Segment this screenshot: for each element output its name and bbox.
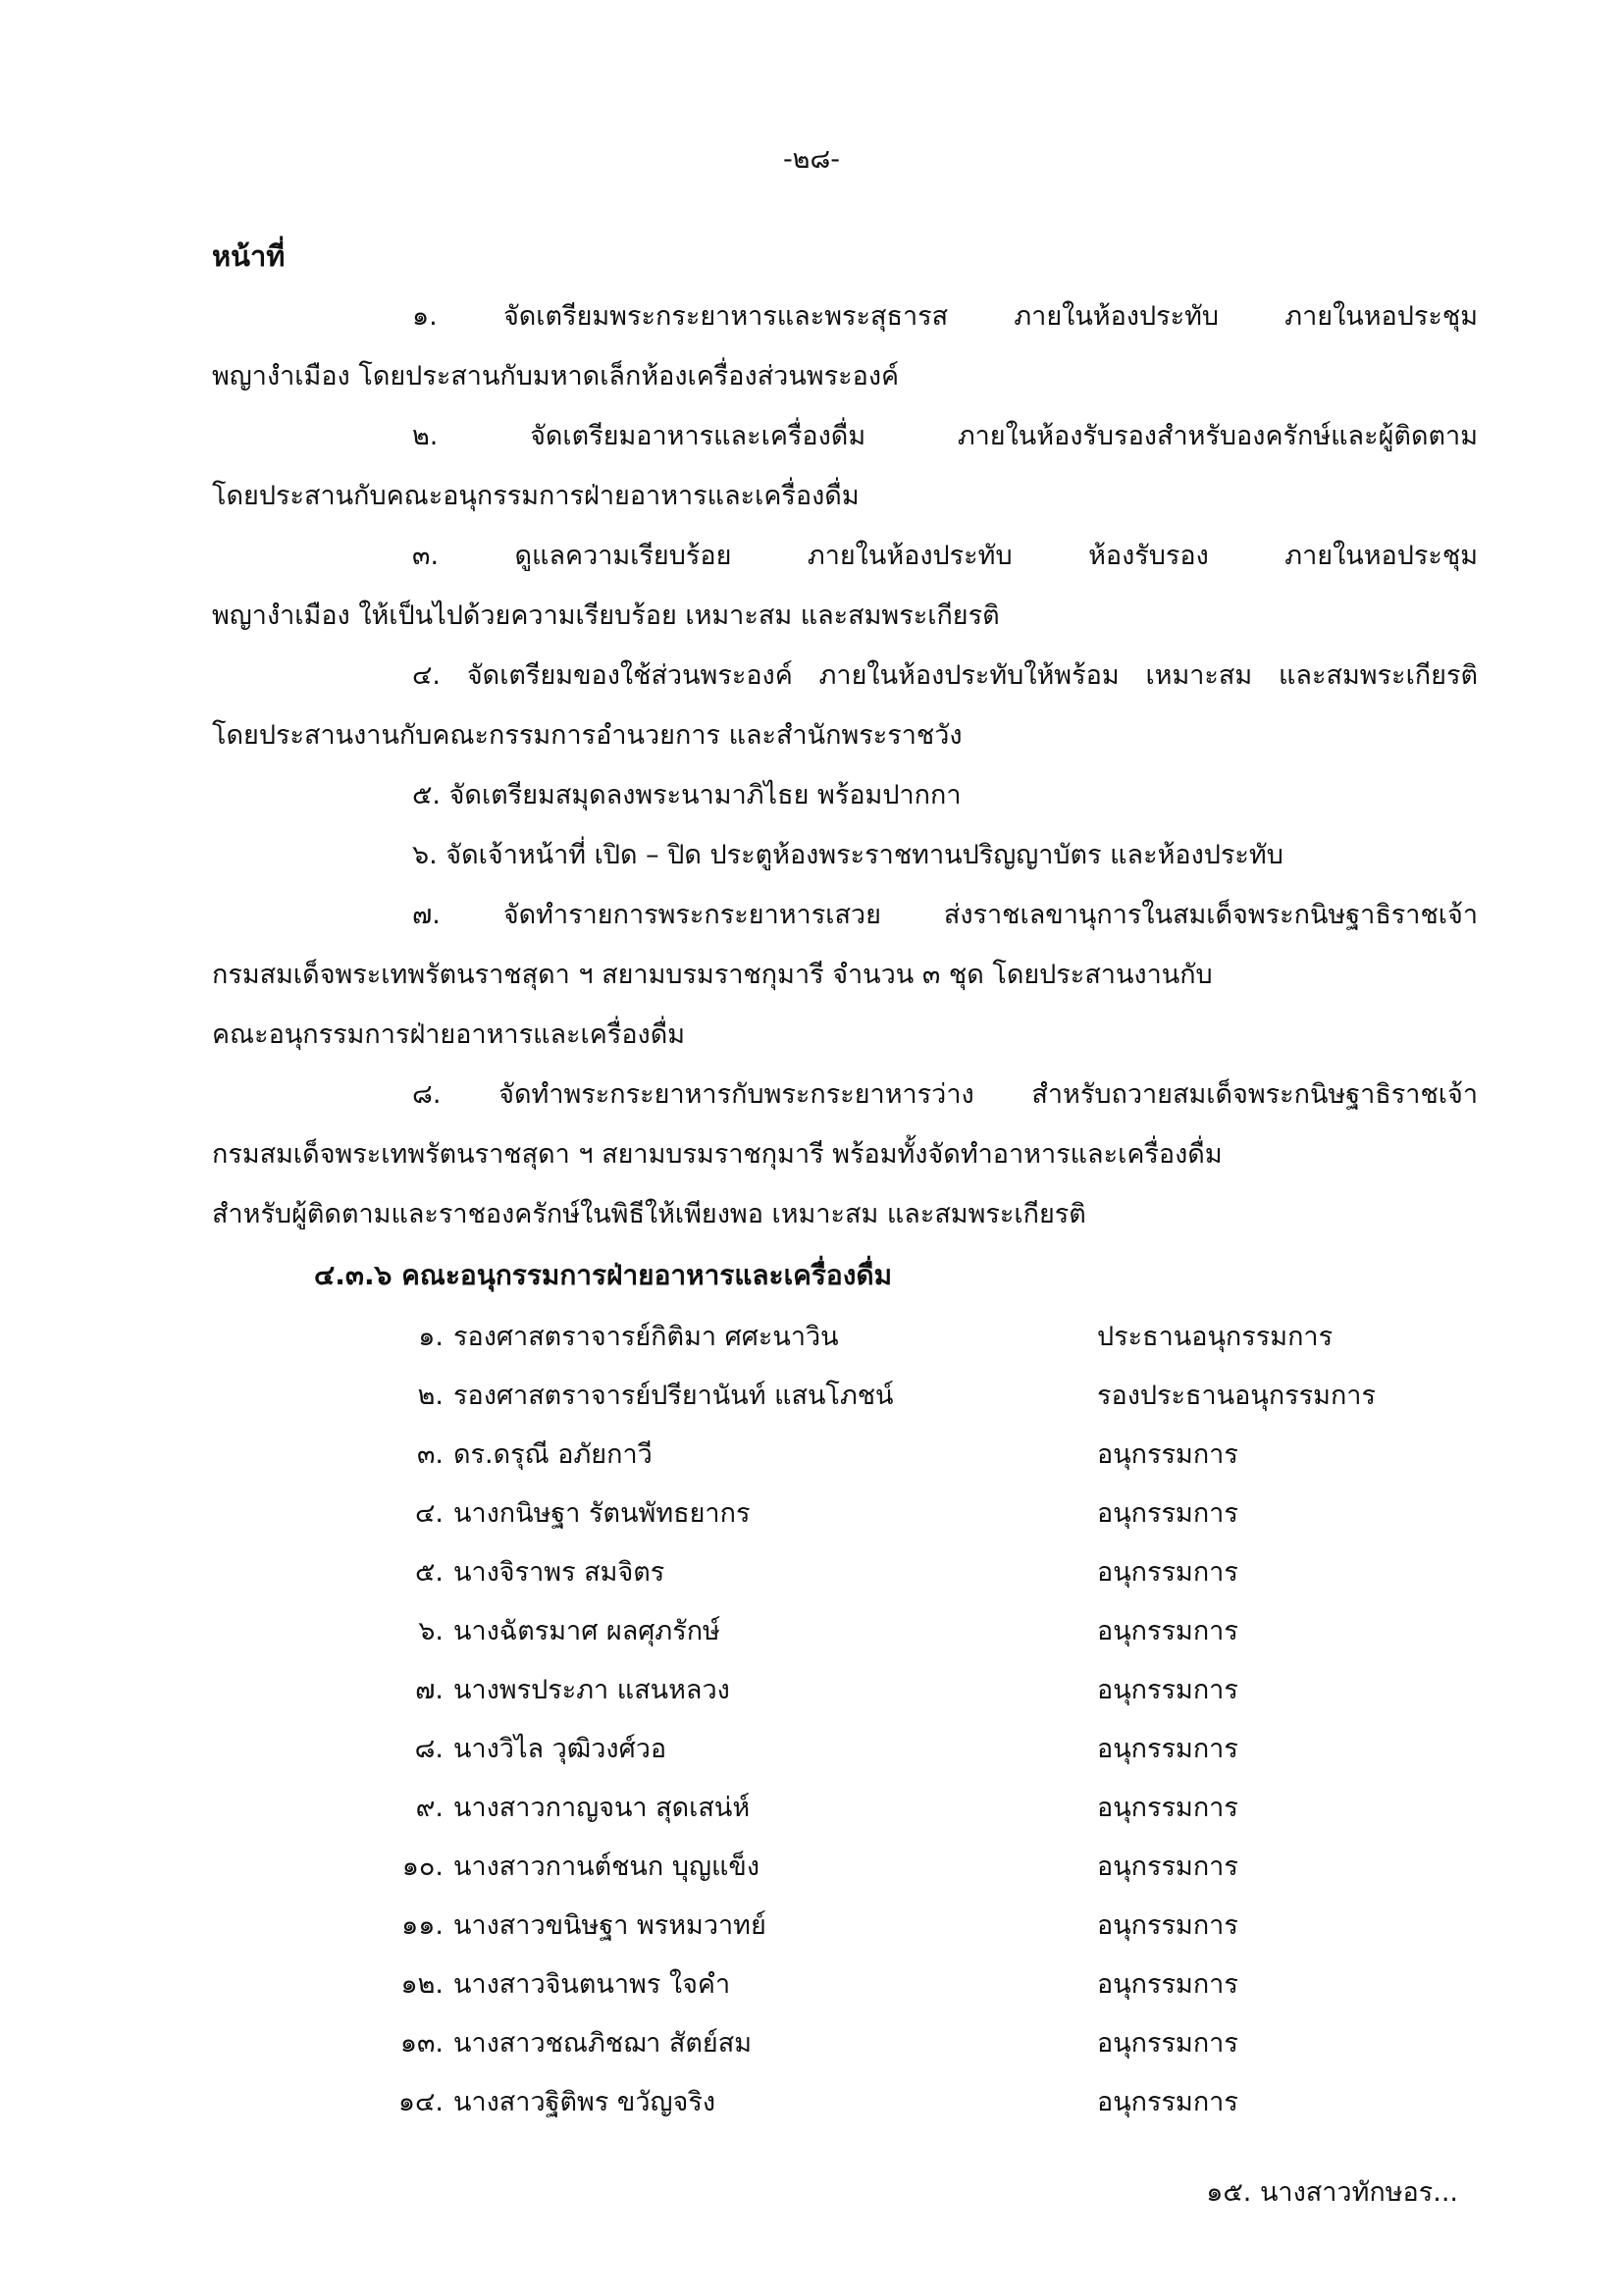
duties-heading: หน้าที่ — [212, 239, 286, 273]
member-row — [0, 2080, 1623, 2139]
member-role: อนุกรรมการ — [1097, 2028, 1238, 2059]
member-role: รองประธานอนุกรรมการ — [1097, 1381, 1376, 1411]
member-role: อนุกรรมการ — [1097, 1734, 1238, 1764]
duty-line-first: ๗. จัดทำรายการพระกระยาหารเสวย ส่งราชเลขานุการในสมเด็จพระกนิษฐาธิราชเจ้า — [412, 900, 1478, 930]
duty-line-first: ๔. จัดเตรียมของใช้ส่วนพระองค์ ภายในห้องประทับให้พร้อม เหมาะสม และสมพระเกียรติ — [412, 660, 1478, 691]
continued-marker: ๑๕. นางสาวทักษอร... — [1206, 2177, 1458, 2208]
member-number: ๙. — [415, 1793, 444, 1823]
member-role: อนุกรรมการ — [1097, 1616, 1238, 1646]
duty-item — [212, 646, 1478, 765]
member-name: นางฉัตรมาศ ผลศุภรักษ์ — [453, 1616, 720, 1646]
duty-line-continued: พญางำเมือง โดยประสานกับมหาดเล็กห้องเครื่องส่วนพระองค์ — [212, 361, 900, 391]
member-name: นางกนิษฐา รัตนพัทธยากร — [453, 1498, 751, 1529]
member-role: อนุกรรมการ — [1097, 1793, 1238, 1823]
member-row — [0, 1433, 1623, 1491]
duty-item — [212, 526, 1478, 646]
member-role: อนุกรรมการ — [1097, 1675, 1238, 1705]
member-number: ๑๒. — [400, 1969, 444, 2000]
member-number: ๖. — [418, 1616, 444, 1646]
member-name: นางจิราพร สมจิตร — [453, 1557, 665, 1588]
member-number: ๘. — [414, 1734, 444, 1764]
member-role: ประธานอนุกรรมการ — [1097, 1322, 1334, 1352]
member-role: อนุกรรมการ — [1097, 1439, 1238, 1470]
member-name: ดร.ดรุณี อภัยกาวี — [453, 1439, 653, 1470]
duty-line-first: ๖. จัดเจ้าหน้าที่ เปิด – ปิด ประตูห้องพระราชทานปริญญาบัตร และห้องประทับ — [412, 840, 1283, 870]
member-name: รองศาสตราจารย์ปรียานันท์ แสนโภชน์ — [453, 1381, 894, 1411]
member-row — [0, 2021, 1623, 2080]
member-name: รองศาสตราจารย์กิติมา ศศะนาวิน — [453, 1322, 839, 1352]
duty-line-continued: กรมสมเด็จพระเทพรัตนราชสุดา ฯ สยามบรมราชกุมารี พร้อมทั้งจัดทำอาหารและเครื่องดื่ม — [212, 1139, 1223, 1170]
member-role: อนุกรรมการ — [1097, 1852, 1238, 1882]
member-role: อนุกรรมการ — [1097, 1910, 1238, 1941]
member-number: ๗. — [415, 1675, 444, 1705]
member-row — [0, 1845, 1623, 1904]
duty-line-first: ๑. จัดเตรียมพระกระยาหารและพระสุธารส ภายในห้องประทับ ภายในหอประชุม — [412, 301, 1478, 332]
member-row — [0, 1962, 1623, 2021]
member-number: ๕. — [414, 1557, 444, 1588]
member-role: อนุกรรมการ — [1097, 1969, 1238, 2000]
member-number: ๒. — [417, 1381, 444, 1411]
duty-line-first: ๘. จัดทำพระกระยาหารกับพระกระยาหารว่าง สำหรับถวายสมเด็จพระกนิษฐาธิราชเจ้า — [412, 1079, 1478, 1110]
member-name: นางพรประภา แสนหลวง — [453, 1675, 730, 1705]
member-role: อนุกรรมการ — [1097, 1557, 1238, 1588]
member-number: ๔. — [414, 1498, 444, 1529]
duty-item — [212, 885, 1478, 1065]
member-row — [0, 1315, 1623, 1374]
duty-item — [212, 406, 1478, 526]
member-list — [0, 1315, 1623, 2139]
member-row — [0, 1609, 1623, 1668]
member-name: นางสาวจินตนาพร ใจคำ — [453, 1969, 731, 2000]
duty-item — [212, 825, 1478, 885]
member-name: นางสาวกาญจนา สุดเสน่ห์ — [453, 1793, 751, 1823]
member-number: ๓. — [416, 1439, 444, 1470]
member-number: ๑. — [418, 1322, 444, 1352]
duty-line-continued: โดยประสานงานกับคณะกรรมการอำนวยการ และสำนักพระราชวัง — [212, 720, 963, 751]
member-row — [0, 1727, 1623, 1786]
subsection-heading: ๔.๓.๖ คณะอนุกรรมการฝ่ายอาหารและเครื่องดื่ม — [314, 1259, 893, 1291]
page-number: -๒๘- — [782, 144, 841, 175]
member-name: นางสาวขนิษฐา พรหมวาทย์ — [453, 1910, 766, 1941]
duty-line-first: ๓. ดูแลความเรียบร้อย ภายในห้องประทับ ห้องรับรอง ภายในหอประชุม — [412, 541, 1478, 571]
duty-line-continued: โดยประสานกับคณะอนุกรรมการฝ่ายอาหารและเครื่องดื่ม — [212, 481, 860, 511]
member-row — [0, 1491, 1623, 1550]
duty-item — [212, 287, 1478, 406]
member-name: นางวิไล วุฒิวงศ์วอ — [453, 1734, 667, 1764]
duty-line-first: ๕. จัดเตรียมสมุดลงพระนามาภิไธย พร้อมปากกา — [412, 780, 962, 810]
member-number: ๑๑. — [401, 1910, 444, 1941]
member-number: ๑๓. — [399, 2028, 444, 2059]
member-number: ๑๔. — [397, 2087, 444, 2117]
member-number: ๑๐. — [401, 1852, 444, 1882]
member-role: อนุกรรมการ — [1097, 2087, 1238, 2117]
member-row — [0, 1374, 1623, 1433]
member-name: นางสาวชณภิชฌา สัตย์สม — [453, 2028, 753, 2059]
member-name: นางสาวกานต์ชนก บุญแข็ง — [453, 1852, 760, 1882]
duty-line-first: ๒. จัดเตรียมอาหารและเครื่องดื่ม ภายในห้องรับรองสำหรับองครักษ์และผู้ติดตาม — [412, 421, 1478, 451]
duty-item — [212, 765, 1478, 825]
duty-line-continued: กรมสมเด็จพระเทพรัตนราชสุดา ฯ สยามบรมราชกุมารี จำนวน ๓ ชุด โดยประสานงานกับ — [212, 960, 1213, 990]
duty-line-continued: คณะอนุกรรมการฝ่ายอาหารและเครื่องดื่ม — [212, 1019, 686, 1050]
member-row — [0, 1550, 1623, 1609]
member-name: นางสาวฐิติพร ขวัญจริง — [453, 2087, 716, 2117]
member-row — [0, 1904, 1623, 1962]
duty-item — [212, 1065, 1478, 1244]
member-role: อนุกรรมการ — [1097, 1498, 1238, 1529]
member-row — [0, 1786, 1623, 1845]
member-row — [0, 1668, 1623, 1727]
duty-line-continued: สำหรับผู้ติดตามและราชองครักษ์ในพิธีให้เพียงพอ เหมาะสม และสมพระเกียรติ — [212, 1199, 1086, 1229]
duty-line-continued: พญางำเมือง ให้เป็นไปด้วยความเรียบร้อย เหมาะสม และสมพระเกียรติ — [212, 600, 1000, 631]
